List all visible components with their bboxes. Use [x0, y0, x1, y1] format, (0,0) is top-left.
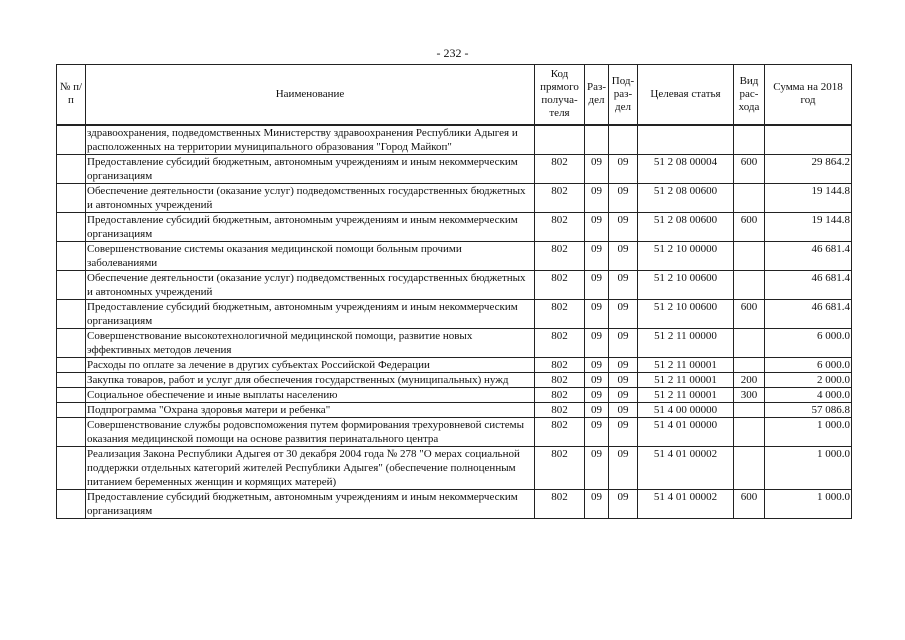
row-num: [57, 489, 86, 518]
row-target: 51 4 01 00000: [638, 417, 734, 446]
row-name: Закупка товаров, работ и услуг для обеспечения государственных (муниципальных) нужд: [86, 372, 535, 387]
row-sum: 57 086.8: [765, 402, 852, 417]
row-section: 09: [585, 328, 609, 357]
row-num: [57, 328, 86, 357]
row-name: Предоставление субсидий бюджетным, автономным учреждениям и иным некоммерческим организациям: [86, 489, 535, 518]
row-code: 802: [535, 241, 585, 270]
header-sum: Сумма на 2018 год: [765, 65, 852, 125]
row-num: [57, 446, 86, 489]
row-subsection: 09: [609, 241, 638, 270]
row-section: 09: [585, 241, 609, 270]
table-row: [57, 402, 852, 417]
row-subsection: 09: [609, 154, 638, 183]
row-code: 802: [535, 357, 585, 372]
row-subsection: 09: [609, 328, 638, 357]
row-code: 802: [535, 154, 585, 183]
row-kind: 300: [734, 387, 765, 402]
row-subsection: 09: [609, 402, 638, 417]
row-subsection: 09: [609, 183, 638, 212]
row-sum: 1 000.0: [765, 446, 852, 489]
row-kind: 600: [734, 212, 765, 241]
row-section: 09: [585, 154, 609, 183]
row-code: 802: [535, 183, 585, 212]
table-row: [57, 183, 852, 212]
row-target: 51 2 10 00600: [638, 270, 734, 299]
row-target: 51 2 10 00000: [638, 241, 734, 270]
row-section: 09: [585, 212, 609, 241]
row-subsection: 09: [609, 212, 638, 241]
table-row: [57, 446, 852, 489]
row-num: [57, 270, 86, 299]
row-name: Расходы по оплате за лечение в других субъектах Российской Федерации: [86, 357, 535, 372]
row-num: [57, 154, 86, 183]
header-subsection: Под-раз-дел: [609, 65, 638, 125]
row-kind: 600: [734, 489, 765, 518]
row-code: 802: [535, 299, 585, 328]
row-name: Совершенствование системы оказания медицинской помощи больным прочими заболеваниями: [86, 241, 535, 270]
row-sum: 6 000.0: [765, 328, 852, 357]
row-code: 802: [535, 212, 585, 241]
row-section: 09: [585, 489, 609, 518]
row-sum: 19 144.8: [765, 183, 852, 212]
row-num: [57, 212, 86, 241]
row-code: 802: [535, 417, 585, 446]
row-subsection: 09: [609, 299, 638, 328]
row-code: 802: [535, 489, 585, 518]
row-section: 09: [585, 446, 609, 489]
row-target: [638, 125, 734, 155]
row-name: Обеспечение деятельности (оказание услуг) подведомственных государственных бюджетных и автономных учреждений: [86, 183, 535, 212]
row-section: 09: [585, 387, 609, 402]
table-row: [57, 372, 852, 387]
row-kind: 600: [734, 154, 765, 183]
table-row: [57, 154, 852, 183]
table-row: [57, 387, 852, 402]
row-target: 51 2 08 00600: [638, 212, 734, 241]
row-code: 802: [535, 270, 585, 299]
row-kind: [734, 270, 765, 299]
row-subsection: 09: [609, 417, 638, 446]
header-code: Код прямого получа-теля: [535, 65, 585, 125]
row-section: 09: [585, 402, 609, 417]
row-kind: [734, 125, 765, 155]
row-code: 802: [535, 402, 585, 417]
row-num: [57, 417, 86, 446]
row-sum: 1 000.0: [765, 417, 852, 446]
row-sum: 4 000.0: [765, 387, 852, 402]
row-kind: [734, 417, 765, 446]
row-name: Предоставление субсидий бюджетным, автономным учреждениям и иным некоммерческим организациям: [86, 299, 535, 328]
table-row: [57, 299, 852, 328]
row-section: 09: [585, 417, 609, 446]
row-name: Реализация Закона Республики Адыгея от 30 декабря 2004 года № 278 "О мерах социальной поддержки отдельных категорий жителей Республики Адыгея" (обеспечение полноценным питанием беременных женщин и кормящих матерей): [86, 446, 535, 489]
row-subsection: 09: [609, 357, 638, 372]
row-section: [585, 125, 609, 155]
row-target: 51 2 10 00600: [638, 299, 734, 328]
row-kind: 200: [734, 372, 765, 387]
row-target: 51 2 08 00004: [638, 154, 734, 183]
row-section: 09: [585, 372, 609, 387]
row-name: Социальное обеспечение и иные выплаты населению: [86, 387, 535, 402]
row-kind: [734, 183, 765, 212]
row-kind: [734, 241, 765, 270]
header-row: [57, 65, 852, 125]
row-kind: [734, 328, 765, 357]
row-num: [57, 402, 86, 417]
row-sum: 6 000.0: [765, 357, 852, 372]
table-row: [57, 241, 852, 270]
row-target: 51 4 01 00002: [638, 489, 734, 518]
row-code: 802: [535, 446, 585, 489]
row-subsection: 09: [609, 489, 638, 518]
row-code: 802: [535, 387, 585, 402]
row-subsection: 09: [609, 372, 638, 387]
header-kind: Вид рас-хода: [734, 65, 765, 125]
row-target: 51 2 08 00600: [638, 183, 734, 212]
row-num: [57, 387, 86, 402]
row-sum: 46 681.4: [765, 299, 852, 328]
row-target: 51 2 11 00001: [638, 357, 734, 372]
header-section: Раз-дел: [585, 65, 609, 125]
row-num: [57, 299, 86, 328]
row-sum: 46 681.4: [765, 241, 852, 270]
table-body: [57, 125, 852, 519]
table-row: [57, 417, 852, 446]
row-kind: [734, 446, 765, 489]
row-section: 09: [585, 183, 609, 212]
row-sum: 46 681.4: [765, 270, 852, 299]
table-row: [57, 270, 852, 299]
row-name: здравоохранения, подведомственных Министерству здравоохранения Республики Адыгея и расположенных на территории муниципального образования "Город Майкоп": [86, 125, 535, 155]
row-kind: [734, 357, 765, 372]
header-num: № п/п: [57, 65, 86, 125]
row-sum: 29 864.2: [765, 154, 852, 183]
budget-table: [56, 64, 852, 519]
row-name: Обеспечение деятельности (оказание услуг) подведомственных государственных бюджетных и автономных учреждений: [86, 270, 535, 299]
table-row: [57, 357, 852, 372]
row-section: 09: [585, 357, 609, 372]
page-number: - 232 -: [436, 46, 469, 60]
row-target: 51 4 01 00002: [638, 446, 734, 489]
row-section: 09: [585, 299, 609, 328]
row-sum: 2 000.0: [765, 372, 852, 387]
row-subsection: 09: [609, 387, 638, 402]
row-name: Подпрограмма "Охрана здоровья матери и ребенка": [86, 402, 535, 417]
header-name: Наименование: [86, 65, 535, 125]
row-target: 51 2 11 00001: [638, 372, 734, 387]
row-section: 09: [585, 270, 609, 299]
row-code: 802: [535, 328, 585, 357]
row-num: [57, 357, 86, 372]
table-row: [57, 125, 852, 155]
row-num: [57, 125, 86, 155]
row-num: [57, 241, 86, 270]
row-name: Совершенствование службы родовспоможения путем формирования трехуровневой системы оказания медицинской помощи на основе развития перинатального центра: [86, 417, 535, 446]
row-kind: 600: [734, 299, 765, 328]
header-target: Целевая статья: [638, 65, 734, 125]
row-name: Предоставление субсидий бюджетным, автономным учреждениям и иным некоммерческим организациям: [86, 212, 535, 241]
row-code: [535, 125, 585, 155]
table-row: [57, 489, 852, 518]
table-row: [57, 328, 852, 357]
row-subsection: 09: [609, 270, 638, 299]
row-num: [57, 372, 86, 387]
row-subsection: 09: [609, 446, 638, 489]
table-row: [57, 212, 852, 241]
row-subsection: [609, 125, 638, 155]
row-sum: 1 000.0: [765, 489, 852, 518]
row-sum: 19 144.8: [765, 212, 852, 241]
row-name: Предоставление субсидий бюджетным, автономным учреждениям и иным некоммерческим организациям: [86, 154, 535, 183]
row-code: 802: [535, 372, 585, 387]
row-target: 51 2 11 00001: [638, 387, 734, 402]
row-sum: [765, 125, 852, 155]
row-name: Совершенствование высокотехнологичной медицинской помощи, развитие новых эффективных методов лечения: [86, 328, 535, 357]
row-target: 51 4 00 00000: [638, 402, 734, 417]
row-target: 51 2 11 00000: [638, 328, 734, 357]
row-num: [57, 183, 86, 212]
row-kind: [734, 402, 765, 417]
